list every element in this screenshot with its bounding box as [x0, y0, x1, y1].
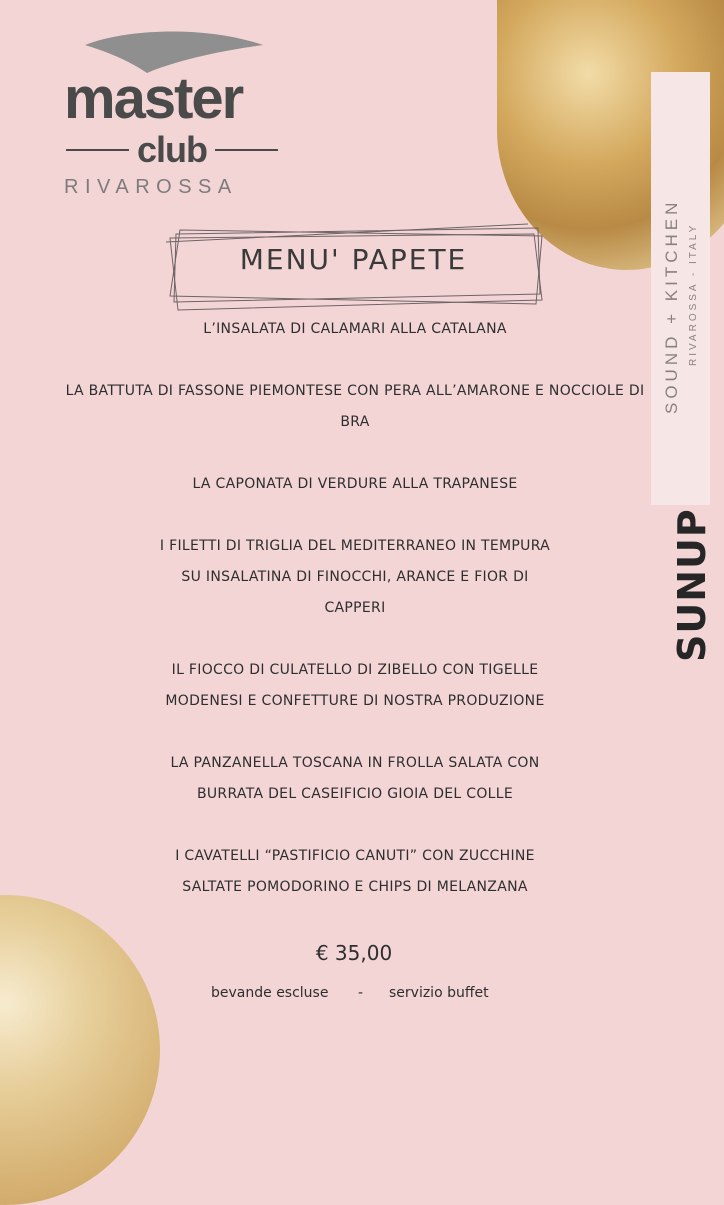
note-separator: -	[358, 985, 364, 1001]
logo-line-right	[215, 149, 278, 151]
menu-item-line: IL FIOCCO DI CULATELLO DI ZIBELLO CON TIGELLE	[171, 662, 539, 678]
menu-item-line: I FILETTI DI TRIGLIA DEL MEDITERRANEO IN TEMPURA	[159, 538, 551, 554]
note-drinks: bevande escluse	[211, 985, 329, 1001]
menu-item-line: BURRATA DEL CASEIFICIO GIOIA DEL COLLE	[196, 786, 514, 802]
menu-item	[40, 748, 670, 810]
note-service: servizio buffet	[389, 985, 489, 1001]
logo-club-row	[66, 130, 278, 170]
menu-item	[40, 841, 670, 903]
menu-item-line: CAPPERI	[324, 600, 386, 616]
menu-item	[40, 376, 670, 438]
menu-item-line: SALTATE POMODORINO E CHIPS DI MELANZANA	[182, 879, 528, 895]
menu-item-line: LA BATTUTA DI FASSONE PIEMONTESE CON PERA ALL’AMARONE E NOCCIOLE DI	[65, 383, 645, 399]
gold-circle-bottom	[0, 895, 160, 1205]
logo-club: club	[137, 129, 208, 170]
menu-item-line: SU INSALATINA DI FINOCCHI, ARANCE E FIOR DI	[181, 569, 529, 585]
menu-item	[40, 469, 670, 500]
menu-item	[40, 314, 670, 345]
menu-item-line: LA CAPONATA DI VERDURE ALLA TRAPANESE	[192, 476, 518, 492]
logo-location: RIVAROSSA	[64, 176, 238, 198]
sunup-logo: SUNUP	[670, 508, 714, 662]
menu-item	[40, 531, 670, 624]
logo-line-left	[66, 149, 129, 151]
menu-title: MENU' PAPETE	[239, 243, 468, 276]
menu-item-line: MODENESI E CONFETTURE DI NOSTRA PRODUZIONE	[165, 693, 545, 709]
logo-master: master	[64, 66, 243, 131]
menu-item-line: L’INSALATA DI CALAMARI ALLA CATALANA	[203, 321, 507, 337]
price: € 35,00	[315, 941, 393, 965]
side-location: RIVAROSSA - ITALY	[688, 222, 699, 366]
menu-item-line: BRA	[340, 414, 370, 430]
menu-item-line: LA PANZANELLA TOSCANA IN FROLLA SALATA CON	[170, 755, 540, 771]
menu-item	[40, 655, 670, 717]
side-tagline: SOUND + KITCHEN	[662, 198, 681, 414]
menu-item-line: I CAVATELLI “PASTIFICIO CANUTI” CON ZUCCHINE	[175, 848, 535, 864]
